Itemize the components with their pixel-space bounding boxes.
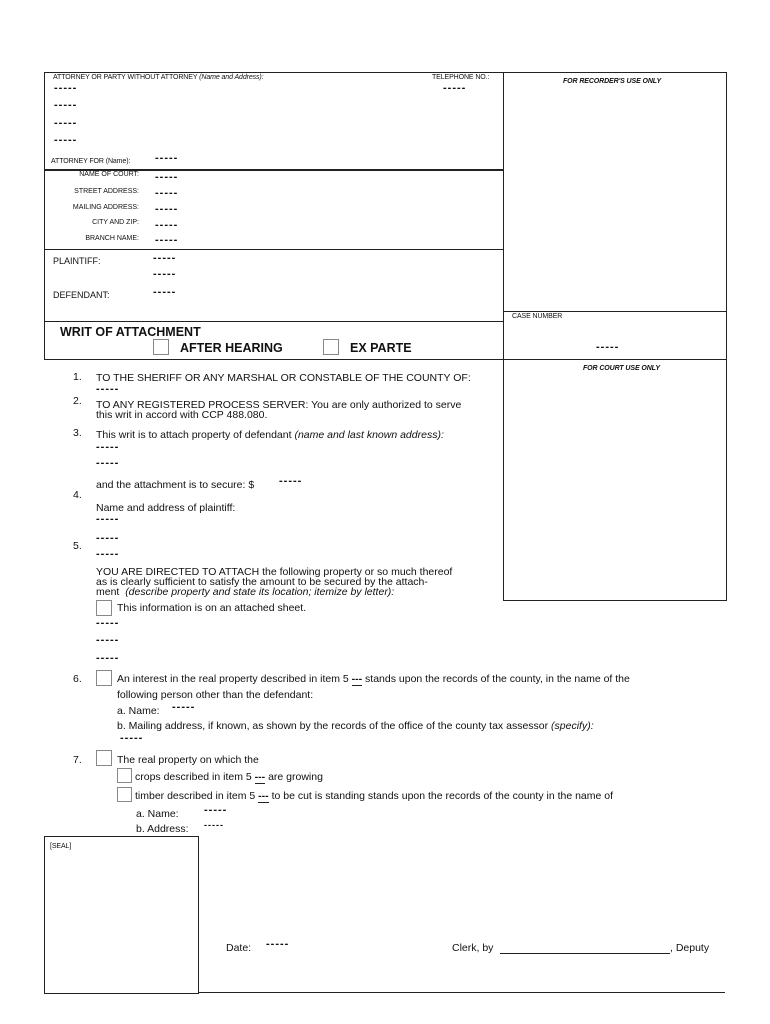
item-6-text-a: An interest in the real property described in item 5 --- stands upon the records of the county, in the name of the [117, 673, 630, 685]
clerk-label: Clerk, by [452, 942, 494, 954]
property-line-1[interactable]: ----- [96, 617, 120, 629]
defendant-address-line-1[interactable]: ----- [96, 441, 120, 453]
footer-bottom-line [198, 992, 725, 993]
attached-sheet-checkbox[interactable] [96, 600, 112, 616]
city-zip-value[interactable]: ----- [155, 219, 179, 231]
item-2-number: 2. [73, 395, 82, 407]
item-2-text-a: TO ANY REGISTERED PROCESS SERVER: You are only authorized to serve [96, 399, 462, 411]
item-5-text-a: YOU ARE DIRECTED TO ATTACH the following property or so much thereof [96, 566, 453, 578]
item-3-number: 3. [73, 427, 82, 439]
item-6-checkbox[interactable] [96, 670, 112, 686]
item-7-checkbox[interactable] [96, 750, 112, 766]
defendant-address-line-2[interactable]: ----- [96, 457, 120, 469]
writ-title: WRIT OF ATTACHMENT [60, 325, 201, 339]
plaintiff-label: PLAINTIFF: [53, 256, 101, 266]
item-5-text-b: as is clearly sufficient to satisfy the amount to be secured by the attach- [96, 576, 428, 588]
property-line-3[interactable]: ----- [96, 652, 120, 664]
defendant-value[interactable]: ----- [153, 286, 177, 298]
telephone-value[interactable]: ----- [443, 82, 467, 94]
parties-box [44, 249, 504, 322]
case-number-divider [503, 311, 727, 312]
clerk-signature-line[interactable] [500, 953, 670, 954]
case-number-label: CASE NUMBER [512, 313, 563, 320]
branch-name-label: BRANCH NAME: [85, 235, 139, 242]
recorder-use-label: FOR RECORDER'S USE ONLY [563, 78, 662, 85]
court-name-value[interactable]: ----- [155, 171, 179, 183]
item-6-number: 6. [73, 673, 82, 685]
seal-box [44, 836, 199, 994]
date-label: Date: [226, 942, 252, 954]
case-number-value[interactable]: ----- [596, 341, 620, 353]
attorney-label: ATTORNEY OR PARTY WITHOUT ATTORNEY (Name and Address): [53, 74, 264, 81]
item-5-text-c: ment (describe property and state its location; itemize by letter): [96, 586, 395, 598]
item-6-name-label: a. Name: [117, 705, 160, 717]
item-4-text: Name and address of plaintiff: [96, 502, 236, 514]
attached-sheet-label: This information is on an attached sheet. [117, 602, 307, 614]
county-value[interactable]: ----- [96, 383, 120, 395]
item-6-mailing-label: b. Mailing address, if known, as shown by the records of the office of the county tax assessor (specify): [117, 720, 594, 732]
seal-label: [SEAL] [50, 843, 72, 850]
property-line-2[interactable]: ----- [96, 634, 120, 646]
attorney-line-4[interactable]: ----- [54, 134, 78, 146]
after-hearing-checkbox[interactable] [153, 339, 169, 355]
street-address-label: STREET ADDRESS: [74, 188, 139, 195]
item-7-name-value[interactable]: ----- [204, 804, 228, 816]
plaintiff-value-1[interactable]: ----- [153, 252, 177, 264]
crops-label: crops described in item 5 --- are growing [135, 771, 323, 783]
item-6-mailing-value[interactable]: ----- [120, 732, 144, 744]
plaintiff-address-line-1[interactable]: ----- [96, 513, 120, 525]
ex-parte-checkbox[interactable] [323, 339, 339, 355]
item-7-address-label: b. Address: [136, 823, 189, 835]
plaintiff-value-2[interactable]: ----- [153, 268, 177, 280]
item-3-text: This writ is to attach property of defendant (name and last known address): [96, 429, 444, 441]
mailing-address-label: MAILING ADDRESS: [72, 204, 139, 211]
item-5-number: 5. [73, 540, 82, 552]
attorney-for-value[interactable]: ----- [155, 152, 179, 164]
plaintiff-address-line-2[interactable]: ----- [96, 532, 120, 544]
item-1-number: 1. [73, 371, 82, 383]
attorney-line-2[interactable]: ----- [54, 99, 78, 111]
item-6-text-b: following person other than the defendant: [117, 689, 314, 701]
attorney-for-label: ATTORNEY FOR (Name): [51, 158, 131, 165]
timber-checkbox[interactable] [117, 787, 132, 802]
attorney-box [44, 72, 504, 170]
item-1-text: TO THE SHERIFF OR ANY MARSHAL OR CONSTABLE OF THE COUNTY OF: [96, 372, 471, 384]
telephone-label: TELEPHONE NO.: [432, 74, 490, 81]
item-7-name-label: a. Name: [136, 808, 179, 820]
secure-label: and the attachment is to secure: $ [96, 479, 255, 491]
secure-amount-value[interactable]: ----- [279, 475, 303, 487]
item-7-number: 7. [73, 754, 82, 766]
court-use-label: FOR COURT USE ONLY [583, 365, 660, 372]
court-name-label: NAME OF COURT: [79, 171, 139, 178]
item-4-number: 4. [73, 489, 82, 501]
mailing-address-value[interactable]: ----- [155, 203, 179, 215]
timber-label: timber described in item 5 --- to be cut is standing stands upon the records of the county in the name of [135, 790, 614, 802]
item-7-text: The real property on which the [117, 754, 259, 766]
date-value[interactable]: ----- [266, 938, 290, 950]
item-7-address-value[interactable]: ----- [204, 820, 224, 830]
court-use-box [503, 359, 727, 601]
after-hearing-label: AFTER HEARING [180, 341, 283, 355]
attorney-line-1[interactable]: ----- [54, 82, 78, 94]
branch-name-value[interactable]: ----- [155, 234, 179, 246]
deputy-label: , Deputy [670, 942, 710, 954]
crops-checkbox[interactable] [117, 768, 132, 783]
ex-parte-label: EX PARTE [350, 341, 412, 355]
defendant-label: DEFENDANT: [53, 290, 110, 300]
item-2-text-b: this writ in accord with CCP 488.080. [96, 409, 268, 421]
attorney-line-3[interactable]: ----- [54, 117, 78, 129]
item-5-value[interactable]: ----- [96, 548, 120, 560]
street-address-value[interactable]: ----- [155, 187, 179, 199]
item-6-name-value[interactable]: ----- [172, 701, 196, 713]
city-zip-label: CITY AND ZIP: [92, 219, 139, 226]
